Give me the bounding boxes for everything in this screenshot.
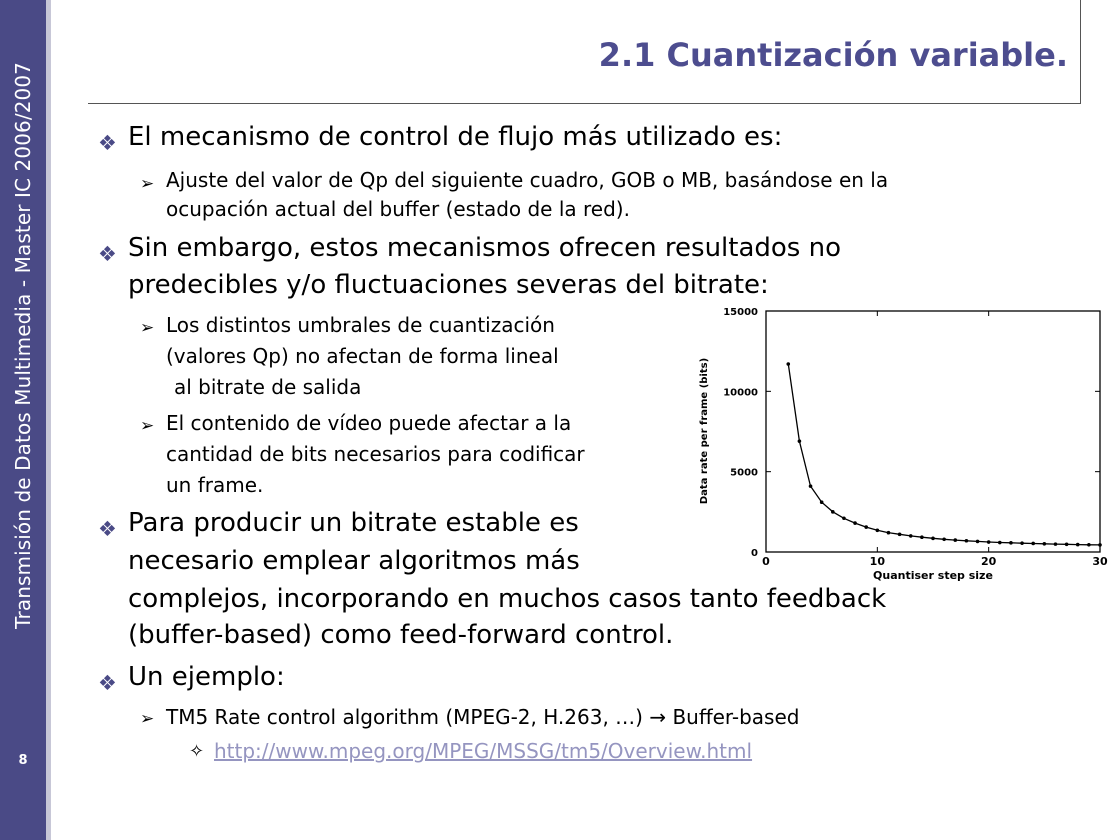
slide-title: 2.1 Cuantización variable.: [598, 36, 1068, 74]
data-point: [1065, 542, 1069, 546]
x-tick-label: 0: [762, 555, 770, 568]
data-point: [909, 534, 913, 538]
bullet-2-sub-1-line-3: al bitrate de salida: [174, 375, 362, 399]
y-tick-label: 15000: [723, 307, 758, 318]
data-point: [1009, 541, 1013, 545]
sidebar-shadow: [46, 0, 51, 840]
data-point: [998, 541, 1002, 545]
data-point: [853, 521, 857, 525]
sub-bullet-marker: ➢: [140, 416, 155, 436]
bullet-3-line-4: (buffer-based) como feed-forward control.: [128, 620, 674, 650]
data-point: [820, 500, 824, 504]
data-point: [898, 533, 902, 537]
data-point: [809, 484, 813, 488]
data-point: [1087, 543, 1091, 547]
bullet-2-sub-1-line-2: (valores Qp) no afectan de forma lineal: [166, 344, 559, 368]
bullet-2-sub-2-line-3: un frame.: [166, 473, 264, 497]
data-point: [1076, 543, 1080, 547]
bullet-2-line-2: predecibles y/o fluctuaciones severas del bitrate:: [128, 270, 769, 300]
data-point: [942, 538, 946, 542]
chart-frame: [766, 311, 1100, 552]
data-point: [987, 540, 991, 544]
chart-y-axis-label: Data rate per frame (bits): [699, 357, 710, 505]
sub-bullet-marker: ➢: [140, 174, 155, 194]
bullet-3-line-1: Para producir un bitrate estable es: [128, 508, 579, 538]
data-point: [876, 529, 880, 533]
x-tick-label: 20: [981, 555, 997, 568]
bullet-1-sub-1-line-2: ocupación actual del buffer (estado de la red).: [166, 197, 630, 221]
data-point: [1020, 541, 1024, 545]
bullet-2-sub-2-line-2: cantidad de bits necesarios para codificar: [166, 442, 585, 466]
bullet-1-sub-1-line-1: Ajuste del valor de Qp del siguiente cuadro, GOB o MB, basándose en la: [166, 168, 889, 192]
title-divider-vertical: [1080, 0, 1081, 104]
bullet-1: El mecanismo de control de flujo más utilizado es:: [128, 122, 783, 152]
x-tick-label: 30: [1092, 555, 1108, 568]
data-point: [842, 516, 846, 520]
sub-bullet-marker: ➢: [140, 709, 155, 729]
data-point: [887, 531, 891, 535]
bullet-marker: ❖: [98, 242, 117, 266]
x-tick-label: 10: [869, 555, 885, 568]
bullet-3-line-3: complejos, incorporando en muchos casos tanto feedback: [128, 584, 887, 614]
title-divider: [88, 103, 1081, 104]
data-point: [1054, 542, 1058, 546]
bullet-2-sub-2-line-1: El contenido de vídeo puede afectar a la: [166, 411, 572, 435]
bullet-3-line-2: necesario emplear algoritmos más: [128, 546, 580, 576]
series-line: [788, 364, 1100, 545]
data-point: [976, 540, 980, 544]
bitrate-chart: [693, 303, 1111, 585]
data-point: [931, 537, 935, 541]
bullet-marker: ❖: [98, 671, 117, 695]
bullet-marker: ❖: [98, 517, 117, 541]
course-title-text: Transmisión de Datos Multimedia - Master IC 2006/2007: [11, 61, 35, 629]
data-point: [965, 539, 969, 543]
data-point: [920, 535, 924, 539]
y-tick-label: 10000: [723, 387, 758, 399]
bullet-2-line-1: Sin embargo, estos mecanismos ofrecen resultados no: [128, 233, 842, 263]
data-point: [1031, 542, 1035, 546]
y-tick-label: 5000: [730, 467, 758, 479]
data-point: [1043, 542, 1047, 546]
data-point: [831, 510, 835, 514]
data-point: [798, 439, 802, 443]
bullet-4: Un ejemplo:: [128, 662, 285, 692]
tm5-overview-link[interactable]: http://www.mpeg.org/MPEG/MSSG/tm5/Overview.html: [214, 739, 753, 763]
data-point: [864, 525, 868, 529]
sub-bullet-marker: ➢: [140, 318, 155, 338]
data-point: [786, 362, 790, 366]
y-tick-label: 0: [751, 548, 758, 559]
course-title: [5, 0, 41, 690]
bullet-marker: ❖: [98, 131, 117, 155]
data-point: [953, 538, 957, 542]
bullet-2-sub-1-line-1: Los distintos umbrales de cuantización: [166, 313, 555, 337]
data-point: [1098, 543, 1102, 547]
page-number: 8: [18, 753, 28, 768]
chart-x-axis-label: Quantiser step size: [873, 569, 993, 582]
sub-sub-bullet-marker: ✧: [189, 741, 205, 762]
bullet-4-sub-1: TM5 Rate control algorithm (MPEG-2, H.263, …) → Buffer-based: [166, 705, 800, 729]
